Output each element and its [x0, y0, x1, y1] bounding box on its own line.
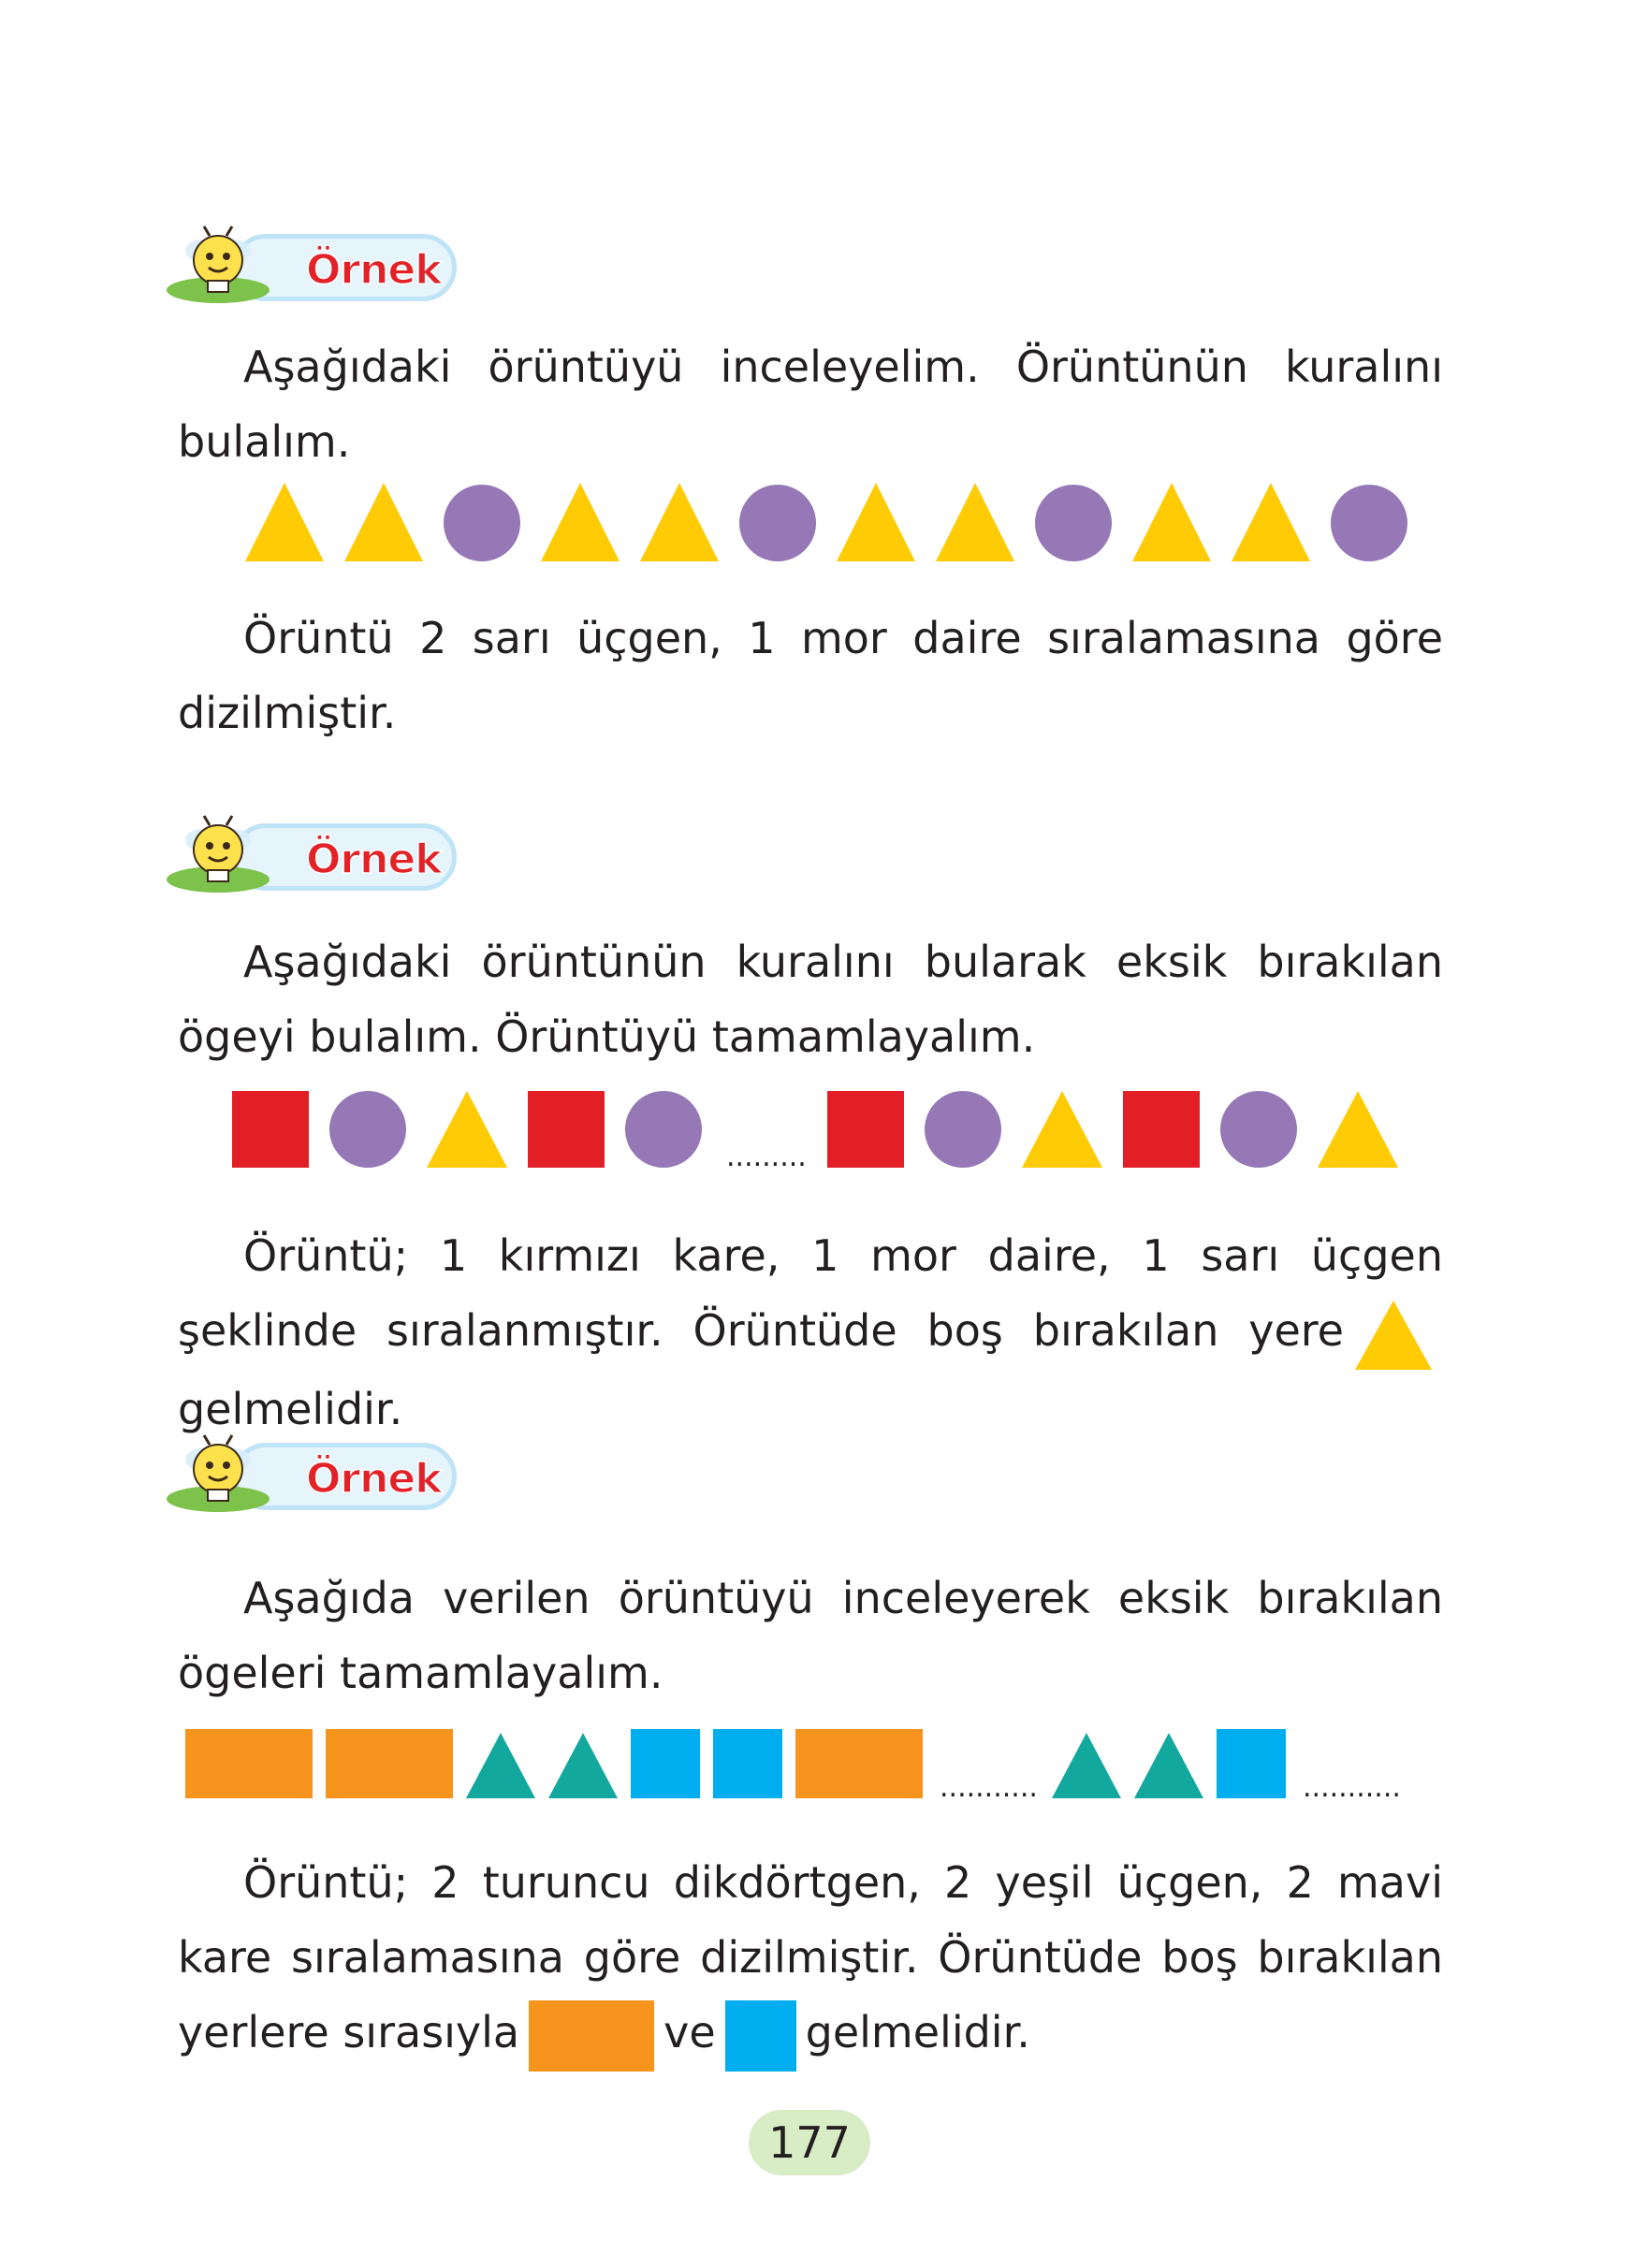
example1-prompt: Aşağıdaki örüntüyü inceleyelim. Örüntünün kuralını bulalım.	[178, 342, 1443, 467]
example3-pattern	[0, 1712, 1633, 1825]
yellow-triangle	[936, 483, 1014, 561]
example-badge-2	[167, 814, 475, 900]
blue-square	[1217, 1729, 1286, 1798]
example3-prompt: Aşağıda verilen örüntüyü inceleyerek eksik bırakılan ögeleri tamamlayalım.	[178, 1573, 1443, 1698]
purple-circle	[1331, 485, 1407, 561]
orange-rectangle	[185, 1729, 313, 1798]
yellow-triangle	[541, 483, 620, 561]
yellow-triangle	[1232, 483, 1310, 561]
example-badge-3	[167, 1433, 475, 1519]
teal-triangle	[1052, 1733, 1121, 1798]
purple-circle	[625, 1091, 702, 1168]
bee-mascot-icon	[167, 225, 270, 311]
yellow-triangle	[640, 483, 719, 561]
example3-answer-end: gelmelidir.	[805, 2007, 1030, 2057]
teal-triangle	[466, 1733, 535, 1798]
blue-square	[631, 1729, 700, 1798]
page-number: 177	[749, 2110, 870, 2175]
example3-answer	[178, 1845, 1443, 2072]
yellow-triangle-icon	[1353, 1297, 1434, 1372]
yellow-triangle	[427, 1091, 507, 1168]
example-label: Örnek	[306, 246, 442, 294]
example2-answer-text: Örüntü; 1 kırmızı kare, 1 mor daire, 1 sarı üçgen şeklinde sıralanmıştır. Örüntüde boş bırakılan yere	[178, 1230, 1443, 1356]
yellow-triangle	[1318, 1091, 1398, 1168]
example-label: Örnek	[306, 836, 442, 883]
red-square	[1123, 1091, 1200, 1168]
example2-prompt: Aşağıdaki örüntünün kuralını bularak eksik bırakılan ögeyi bulalım. Örüntüyü tamamlayalım.	[178, 937, 1443, 1062]
purple-circle	[1220, 1091, 1297, 1168]
example-label: Örnek	[306, 1455, 442, 1503]
blue-square	[713, 1729, 782, 1798]
example-badge-1	[167, 225, 475, 311]
bee-mascot-icon	[167, 814, 270, 900]
yellow-triangle	[245, 483, 324, 561]
example3-answer-and: ve	[663, 2007, 716, 2057]
purple-circle	[1035, 485, 1112, 561]
blank-slot: ...........	[1303, 1771, 1401, 1804]
purple-circle	[739, 485, 816, 561]
blank-slot: ...........	[940, 1771, 1038, 1804]
example1-answer: Örüntü 2 sarı üçgen, 1 mor daire sıralamasına göre dizilmiştir.	[178, 613, 1443, 738]
blue-square-icon	[725, 2000, 796, 2072]
orange-rectangle	[326, 1729, 453, 1798]
example3-answer-text: Örüntü; 2 turuncu dikdörtgen, 2 yeşil üçgen, 2 mavi kare sıralamasına göre dizilmiştir. Örüntüde boş bırakılan yerlere sırasıyla	[178, 1857, 1443, 2057]
red-square	[528, 1091, 605, 1168]
yellow-triangle	[344, 483, 423, 561]
teal-triangle	[548, 1733, 618, 1798]
example2-answer	[178, 1218, 1443, 1447]
teal-triangle	[1134, 1733, 1203, 1798]
example2-answer-end: gelmelidir.	[178, 1383, 403, 1434]
yellow-triangle	[837, 483, 915, 561]
orange-rectangle-icon	[529, 2000, 654, 2072]
purple-circle	[444, 485, 520, 561]
red-square	[232, 1091, 309, 1168]
example1-pattern	[0, 468, 1633, 580]
yellow-triangle	[1022, 1091, 1102, 1168]
purple-circle	[329, 1091, 406, 1168]
red-square	[827, 1091, 904, 1168]
example2-pattern	[0, 1076, 1633, 1188]
bee-mascot-icon	[167, 1433, 270, 1519]
yellow-triangle	[1132, 483, 1211, 561]
orange-rectangle	[795, 1729, 923, 1798]
blank-slot: .........	[726, 1141, 807, 1173]
purple-circle	[925, 1091, 1001, 1168]
